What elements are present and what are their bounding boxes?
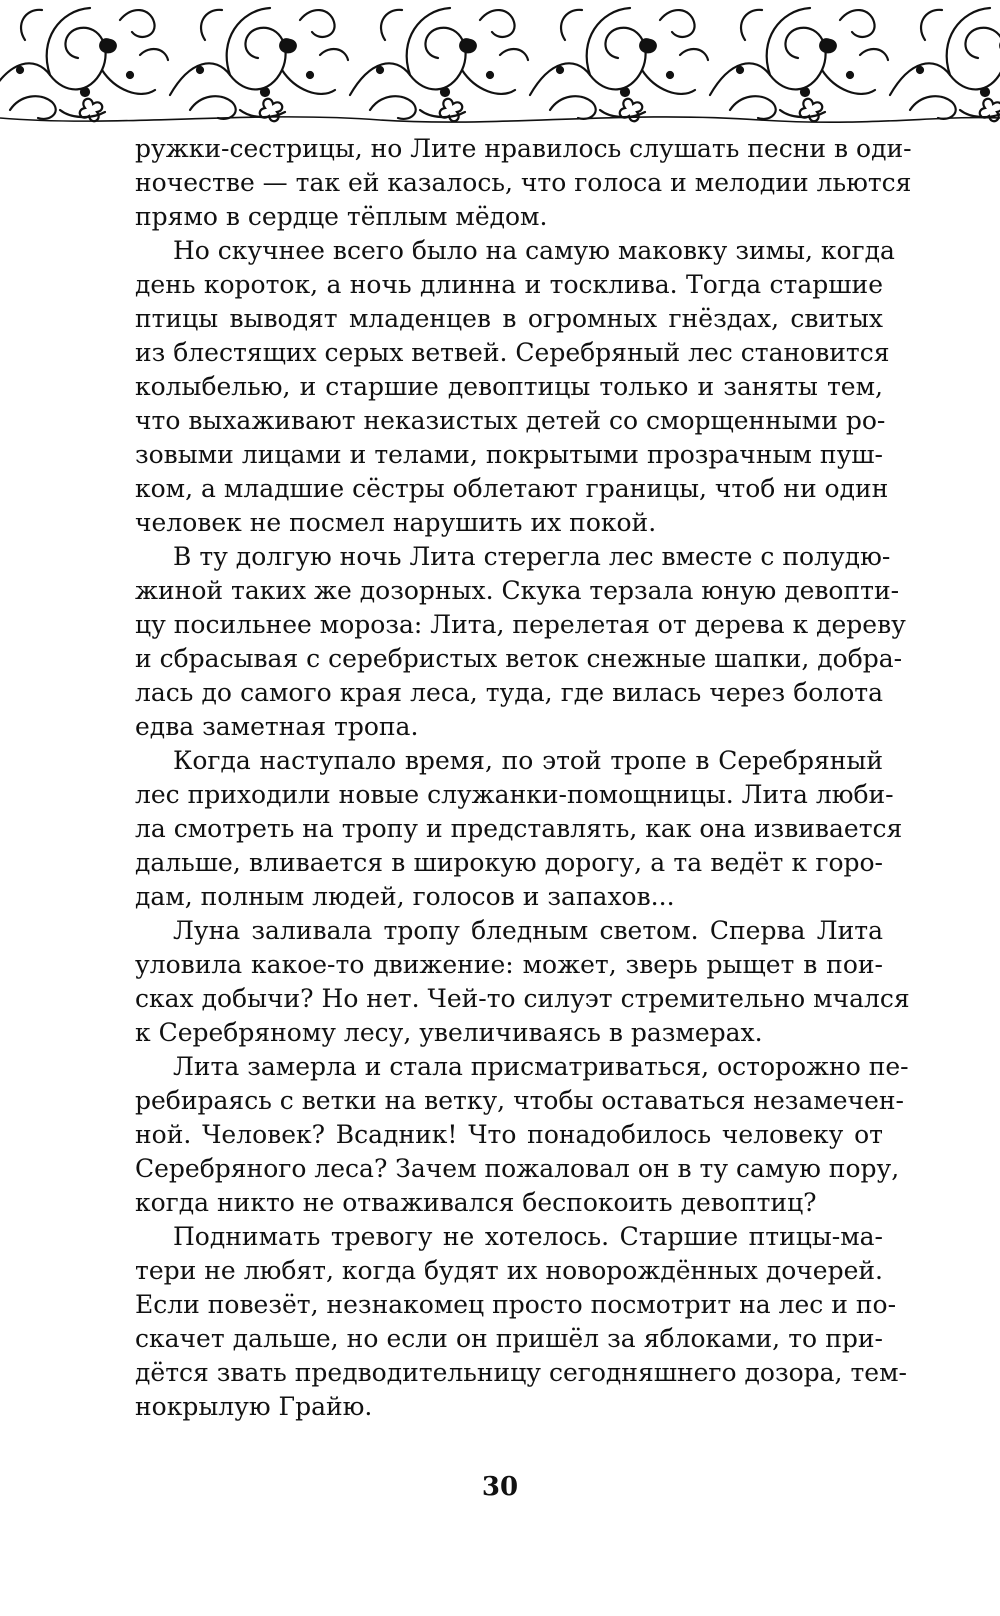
text-line: жиной таких же дозорных. Скука терзала юную девопти- [135, 576, 900, 605]
text-line: и сбрасывая с серебристых веток снежные шапки, добра- [135, 644, 903, 673]
text-line: к Серебряному лесу, увеличиваясь в размерах. [135, 1018, 763, 1047]
text-line: Серебряного леса? Зачем пожаловал он в ту самую пору, [135, 1154, 900, 1183]
text-line: цу посильнее мороза: Лита, перелетая от дерева к дереву [135, 610, 906, 639]
text-line: Поднимать тревогу не хотелось. Старшие птицы-ма- [173, 1222, 883, 1251]
text-line: дётся звать предводительницу сегодняшнего дозора, тем- [135, 1358, 907, 1387]
text-line: сках добычи? Но нет. Чей-то силуэт стремительно мчался [135, 984, 910, 1013]
text-line: прямо в сердце тёплым мёдом. [135, 202, 548, 231]
text-line: лась до самого края леса, туда, где вилась через болота [135, 678, 883, 707]
text-line: дам, полным людей, голосов и запахов... [135, 882, 675, 911]
text-line: ком, а младшие сёстры облетают границы, чтоб ни один [135, 474, 889, 503]
text-line: Когда наступало время, по этой тропе в Серебряный [173, 746, 883, 775]
text-line: тери не любят, когда будят их новорождённых дочерей. [135, 1256, 883, 1285]
text-line: что выхаживают неказистых детей со сморщенными ро- [135, 406, 886, 435]
text-line: нокрылую Грайю. [135, 1392, 373, 1421]
text-line: уловила какое-то движение: может, зверь рыщет в пои- [135, 950, 883, 979]
text-line: ночестве — так ей казалось, что голоса и мелодии льются [135, 168, 912, 197]
text-line: дальше, вливается в широкую дорогу, а та ведёт к горо- [135, 848, 883, 877]
text-line: Луна заливала тропу бледным светом. Сперва Лита [173, 916, 883, 945]
text-line: В ту долгую ночь Лита стерегла лес вместе с полудю- [173, 542, 891, 571]
text-line: когда никто не отваживался беспокоить девоптиц? [135, 1188, 817, 1217]
book-page-text [135, 132, 912, 1424]
text-line: ной. Человек? Всадник! Что понадобилось человеку от [135, 1120, 883, 1149]
text-line: зовыми лицами и телами, покрытыми прозрачным пуш- [135, 440, 883, 469]
floral-ornament-border [0, 0, 1000, 125]
text-line: едва заметная тропа. [135, 712, 419, 741]
text-line: ла смотреть на тропу и представлять, как она извивается [135, 814, 903, 843]
text-line: день короток, а ночь длинна и тосклива. Тогда старшие [135, 270, 883, 299]
text-line: Лита замерла и стала присматриваться, осторожно пе- [173, 1052, 909, 1081]
text-line: скачет дальше, но если он пришёл за яблоками, то при- [135, 1324, 883, 1353]
text-line: лес приходили новые служанки-помощницы. Лита люби- [135, 780, 894, 809]
text-line: человек не посмел нарушить их покой. [135, 508, 657, 537]
page-number: 30 [481, 1472, 519, 1502]
text-line: Но скучнее всего было на самую маковку зимы, когда [173, 236, 895, 265]
text-line: Если повезёт, незнакомец просто посмотрит на лес и по- [135, 1290, 897, 1319]
text-line: колыбелью, и старшие девоптицы только и заняты тем, [135, 372, 883, 401]
text-line: птицы выводят младенцев в огромных гнёздах, свитых [135, 304, 883, 333]
text-line: из блестящих серых ветвей. Серебряный лес становится [135, 338, 890, 367]
text-line: ружки-сестрицы, но Лите нравилось слушать песни в оди- [135, 134, 912, 163]
text-line: ребираясь с ветки на ветку, чтобы оставаться незамечен- [135, 1086, 904, 1115]
